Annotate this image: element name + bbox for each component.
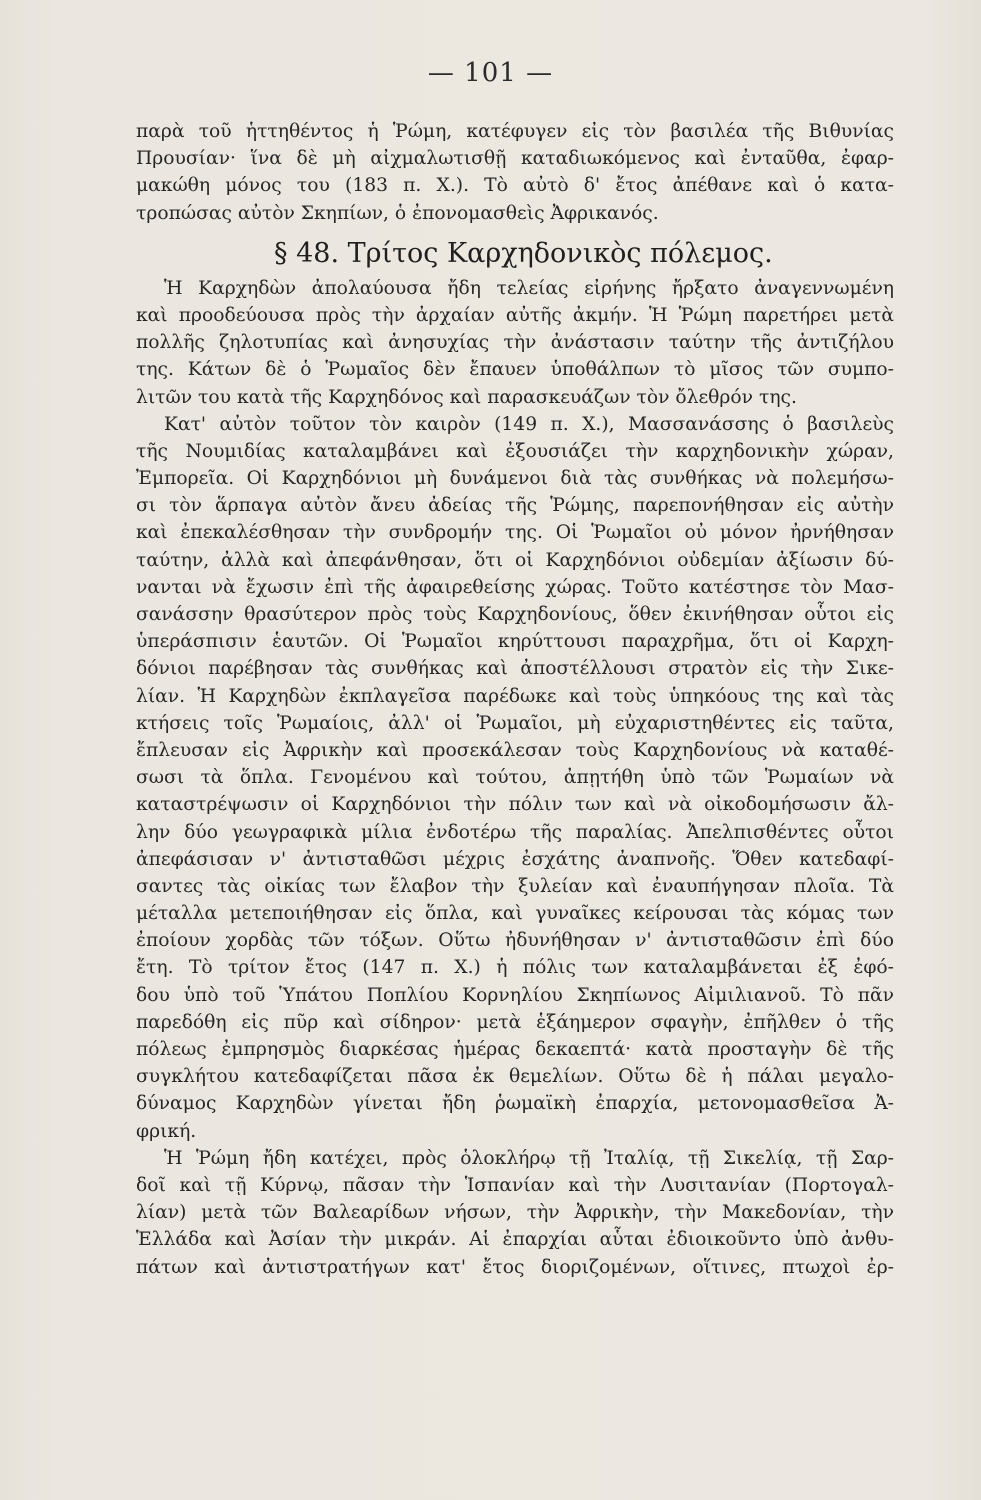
text-line: φρική. [136, 1120, 197, 1142]
text-line: ἔπλευσαν εἰς Ἀφρικὴν καὶ προσεκάλεσαν τοὺς Καρχηδονίους νὰ καταθέ- [136, 739, 894, 761]
page-number: — 101 — [427, 58, 554, 88]
text-line: ἀπεφάσισαν ν' ἀντισταθῶσι μέχρις ἐσχάτης ἀναπνοῆς. Ὅθεν κατεδαφί- [136, 848, 894, 870]
text-line: μέταλλα μετεποιήθησαν εἰς ὅπλα, καὶ γυναῖκες κείρουσαι τὰς κόμας των [136, 903, 894, 925]
text-line: κτήσεις τοῖς Ῥωμαίοις, ἀλλ' οἱ Ῥωμαῖοι, μὴ εὐχαριστηθέντες εἰς ταῦτα, [136, 712, 894, 734]
text-line: τῆς Νουμιδίας καταλαμβάνει καὶ ἐξουσιάζει τὴν καρχηδονικὴν χώραν, [136, 440, 894, 462]
paragraph [136, 411, 894, 1145]
text-line: πολλῆς ζηλοτυπίας καὶ ἀνησυχίας τὴν ἀνάστασιν ταύτην τῆς ἀντιζήλου [136, 332, 894, 354]
text-line: Ἡ Ῥώμη ἤδη κατέχει, πρὸς ὁλοκλήρῳ τῇ Ἰταλίᾳ, τῇ Σικελίᾳ, τῇ Σαρ- [164, 1147, 894, 1169]
text-line: καὶ προοδεύουσα πρὸς τὴν ἀρχαίαν αὐτῆς ἀκμήν. Ἡ Ῥώμη παρετήρει μετὰ [136, 304, 894, 326]
text-line: Κατ' αὐτὸν τοῦτον τὸν καιρὸν (149 π. Χ.), Μασσανάσσης ὁ βασιλεὺς [164, 413, 894, 435]
paragraph [136, 118, 894, 227]
text-line: παρὰ τοῦ ἡττηθέντος ἡ Ῥώμη, κατέφυγεν εἰς τὸν βασιλέα τῆς Βιθυνίας [136, 121, 894, 142]
text-line: λίαν. Ἡ Καρχηδὼν ἐκπλαγεῖσα παρέδωκε καὶ τοὺς ὑπηκόους της καὶ τὰς [136, 685, 894, 707]
text-line: ἔτη. Τὸ τρίτον ἔτος (147 π. Χ.) ἡ πόλις των καταλαμβάνεται ἐξ ἐφό- [136, 957, 894, 979]
text-line: Ἐμπορεῖα. Οἱ Καρχηδόνιοι μὴ δυνάμενοι διὰ τὰς συνθήκας νὰ πολεμήσω- [136, 468, 894, 490]
text-line: καὶ ἐπεκαλέσθησαν τὴν συνδρομήν της. Οἱ Ῥωμαῖοι οὐ μόνον ἠρνήθησαν [136, 522, 894, 544]
text-line: συγκλήτου κατεδαφίζεται πᾶσα ἐκ θεμελίων. Οὕτω δὲ ἡ πάλαι μεγαλο- [136, 1066, 894, 1088]
text-line: ταύτην, ἀλλὰ καὶ ἀπεφάνθησαν, ὅτι οἱ Καρχηδόνιοι οὐδεμίαν ἀξίωσιν δύ- [136, 549, 894, 571]
section-heading: § 48. Τρίτος Καρχηδονικὸς πόλεμος. [274, 237, 773, 269]
text-line: νανται νὰ ἔχωσιν ἐπὶ τῆς ἀφαιρεθείσης χώρας. Τοῦτο κατέστησε τὸν Μασ- [136, 576, 894, 598]
text-line: Ἑλλάδα καὶ Ἀσίαν τὴν μικράν. Αἱ ἐπαρχίαι αὗται ἐδιοικοῦντο ὑπὸ ἀνθυ- [136, 1229, 894, 1251]
text-line: σαντες τὰς οἰκίας των ἔλαβον τὴν ξυλείαν καὶ ἐναυπήγησαν πλοῖα. Τὰ [136, 875, 894, 897]
text-line: ἐποίουν χορδὰς τῶν τόξων. Οὕτω ἠδυνήθησαν ν' ἀντισταθῶσιν ἐπὶ δύο [136, 930, 894, 952]
text-line: πάτων καὶ ἀντιστρατήγων κατ' ἔτος διοριζομένων, οἵτινες, πτωχοὶ ἐρ- [136, 1256, 894, 1278]
page-text [136, 118, 894, 1281]
text-line: λιτῶν του κατὰ τῆς Καρχηδόνος καὶ παρασκευάζων τὸν ὄλεθρόν της. [136, 386, 797, 408]
text-line: καταστρέψωσιν οἱ Καρχηδόνιοι τὴν πόλιν των καὶ νὰ οἰκοδομήσωσιν ἄλ- [136, 794, 894, 816]
text-line: ὑπεράσπισιν ἑαυτῶν. Οἱ Ῥωμαῖοι κηρύττουσι παραχρῆμα, ὅτι οἱ Καρχη- [136, 631, 894, 653]
text-line: δόνιοι παρέβησαν τὰς συνθήκας καὶ ἀποστέλλουσι στρατὸν εἰς τὴν Σικε- [136, 658, 894, 680]
text-line: σι τὸν ἅρπαγα αὐτὸν ἄνευ ἀδείας τῆς Ῥώμης, παρεπονήθησαν εἰς αὐτὴν [136, 495, 894, 517]
text-line: λην δύο γεωγραφικὰ μίλια ἐνδοτέρω τῆς παραλίας. Ἀπελπισθέντες οὗτοι [136, 821, 894, 843]
text-line: μακώθη μόνος του (183 π. Χ.). Τὸ αὐτὸ δ' ἔτος ἀπέθανε καὶ ὁ κατα- [136, 175, 894, 197]
text-line: τροπώσας αὐτὸν Σκηπίων, ὁ ἐπονομασθεὶς Ἀφρικανός. [136, 202, 659, 224]
text-line: παρεδόθη εἰς πῦρ καὶ σίδηρον· μετὰ ἑξάημερον σφαγὴν, ἐπῆλθεν ὁ τῆς [136, 1011, 894, 1033]
text-line: Προυσίαν· ἵνα δὲ μὴ αἰχμαλωτισθῇ καταδιωκόμενος καὶ ἐνταῦθα, ἐφαρ- [136, 148, 894, 170]
paragraph [136, 275, 894, 411]
text-line: σωσι τὰ ὅπλα. Γενομένου καὶ τούτου, ἀπῃτήθη ὑπὸ τῶν Ῥωμαίων νὰ [136, 767, 894, 789]
text-line: δοῖ καὶ τῇ Κύρνῳ, πᾶσαν τὴν Ἱσπανίαν καὶ τὴν Λυσιτανίαν (Πορτογαλ- [136, 1174, 894, 1196]
text-line: πόλεως ἐμπρησμὸς διαρκέσας ἡμέρας δεκαεπτά· κατὰ προσταγὴν δὲ τῆς [136, 1039, 894, 1060]
paragraph [136, 1145, 894, 1281]
text-line: της. Κάτων δὲ ὁ Ῥωμαῖος δὲν ἔπαυεν ὑποθάλπων τὸ μῖσος τῶν συμπο- [136, 359, 894, 381]
text-line: δύναμος Καρχηδὼν γίνεται ἤδη ῥωμαϊκὴ ἐπαρχία, μετονομασθεῖσα Ἀ- [136, 1093, 894, 1115]
text-line: σανάσσην θρασύτερον πρὸς τοὺς Καρχηδονίους, ὅθεν ἐκινήθησαν οὗτοι εἰς [136, 604, 894, 625]
text-line: δου ὑπὸ τοῦ Ὑπάτου Ποπλίου Κορνηλίου Σκηπίωνος Αἰμιλιανοῦ. Τὸ πᾶν [136, 984, 894, 1006]
text-line: λίαν) μετὰ τῶν Βαλεαρίδων νήσων, τὴν Ἀφρικὴν, τὴν Μακεδονίαν, τὴν [136, 1202, 894, 1224]
text-line: Ἡ Καρχηδὼν ἀπολαύουσα ἤδη τελείας εἰρήνης ἤρξατο ἀναγεννωμένη [164, 277, 894, 299]
